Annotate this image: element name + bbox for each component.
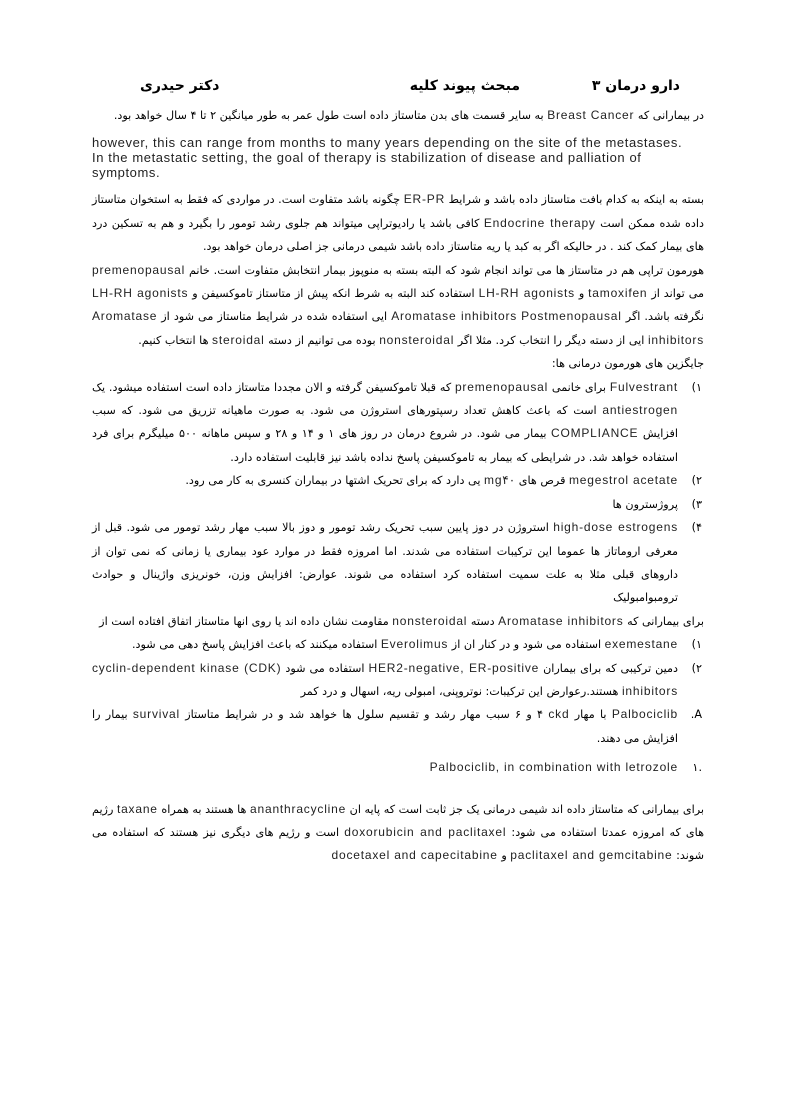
suba-term-2: ckd xyxy=(548,707,570,722)
list-number: ۱) xyxy=(691,638,702,652)
p4-a: برای بیمارانی که xyxy=(627,614,704,628)
alt2-term-0: megestrol acetate xyxy=(569,473,678,488)
alt2-a: قرص های xyxy=(518,474,566,488)
english-quote xyxy=(92,135,704,180)
resistant-list xyxy=(92,633,704,779)
intro-paragraph xyxy=(92,104,704,127)
document-body xyxy=(92,104,704,868)
p3-term-3: LH-RH agonists xyxy=(478,286,575,301)
paragraph-5 xyxy=(92,798,704,868)
list-item xyxy=(92,703,704,750)
list-number: ۲) xyxy=(691,474,702,488)
topic-title: مبحث پیوند کلیه xyxy=(409,78,520,94)
res1-a: استفاده می شود و در کنار ان از xyxy=(451,638,602,652)
res1-term-2: Everolimus xyxy=(380,637,449,652)
english-line-2: In the metastatic setting, the goal of therapy is stabilization of disease and palliation of symptoms. xyxy=(92,150,642,181)
res1-b: استفاده میکنند که باعث افزایش پاسخ دهی می شود. xyxy=(131,638,378,652)
list-item xyxy=(92,516,704,610)
p5-d: است و رژیم های دیگری نیز هستند که استفاده می شوند: xyxy=(92,825,704,863)
intro-text-b: به سایر قسمت های بدن متاستاز داده است طول عمر به طور میانگین ۲ تا ۴ سال خواهد بود. xyxy=(113,109,544,122)
alt2-term-1: mg۴۰ xyxy=(484,473,516,488)
p4-c: مقاومت نشان داده اند یا روی انها متاستاز اتفاق افتاده است از xyxy=(99,614,389,628)
p4-term-2: nonsteroidal xyxy=(392,613,468,628)
p2-b: چگونه باشد متفاوت است. در مواردی که فقط به استخوان متاستاز داده شده ممکن است xyxy=(92,193,704,230)
alt1-term-2: antiestrogen xyxy=(602,403,679,418)
suba-a: با مهار xyxy=(574,708,607,722)
p5-term-3: doxorubicin and paclitaxel xyxy=(344,824,507,839)
p5-term-1: ananthracycline xyxy=(250,801,347,816)
p3-j: ها انتخاب کنیم. xyxy=(138,333,209,347)
p3-a: هورمون تراپی هم در متاستاز ها می تواند انجام شود که البته بسته به منوپوز بیمار انتخابش متفاوت است. xyxy=(213,263,704,277)
p3-term-8: steroidal xyxy=(212,332,265,347)
course-title: دارو درمان ۳ xyxy=(591,78,680,94)
p3-f: نگرفته باشد. اگر xyxy=(625,310,704,324)
p5-c: رژیم های که امروزه عمدتا استفاده می شود: xyxy=(92,802,704,839)
intro-text-a: در بیمارانی که xyxy=(637,109,704,122)
list-item xyxy=(92,493,704,516)
p5-term-4: paclitaxel and gemcitabine xyxy=(510,848,673,863)
list-item xyxy=(92,756,704,779)
list-item xyxy=(92,633,704,656)
paragraph-4 xyxy=(92,610,704,633)
p3-term-9: Aromatase inhibitors xyxy=(391,309,518,324)
suba-b: ۴ و ۶ سبب مهار رشد و تقسیم سلول ها خواهد شد و در شرایط متاستاز xyxy=(185,708,544,722)
alt1-term-3: COMPLIANCE xyxy=(550,426,639,441)
res2-term-2: cyclin-dependent kinase (CDK) inhibitors xyxy=(92,660,678,698)
list-number: ۴) xyxy=(691,521,702,535)
res2-term-1: HER2-negative, ER-positive xyxy=(368,660,540,675)
suba-term-1: Palbociclib xyxy=(611,707,678,722)
p2-term-2: Endocrine therapy xyxy=(483,215,596,230)
list-number: ۲) xyxy=(691,661,702,675)
list-item xyxy=(92,376,704,470)
list-item xyxy=(92,657,704,704)
p5-e: و xyxy=(501,849,507,863)
p4-b: دسته xyxy=(470,614,495,628)
p3-i: بوده می توانیم از دسته xyxy=(268,333,376,347)
list-number: ۳) xyxy=(691,497,702,511)
suba-term-3: survival xyxy=(132,707,180,722)
paragraph-2 xyxy=(92,188,704,258)
res1-term-1: exemestane xyxy=(604,637,678,652)
alt1-a: برای خانمی xyxy=(551,380,607,394)
alternatives-list xyxy=(92,376,704,610)
alt3-a: پروژسترون ها xyxy=(612,497,678,511)
english-line-1: however, this can range from months to many years depending on the site of the metastases. xyxy=(92,135,683,151)
alt2-b: یی دارد که برای تحریک اشتها در بیماران کنسری به کار می رود. xyxy=(185,474,481,488)
alt4-a: استروژن در دوز پایین سبب تحریک رشد تومور و دوز بالا سبب مهار رشد تومور می شود. قبل از معرفی اروماتاز ها عموما این ترکیبات استفاده می شدند. اما امروزه فقط در موارد عود بیماری یا زمانی که نمی توان از داروهای قبلی مثلا به علت سمیت استفاده کرد استفاده می شوند. عوارض: افزایش وزن، خونریزی واژینال و حوادث ترومبوامبولیک xyxy=(92,521,678,605)
intro-term: Breast Cancer xyxy=(547,108,635,122)
p3-d: و xyxy=(578,287,585,301)
res2-a: دمین ترکیبی که برای بیماران xyxy=(543,661,679,675)
alt1-term-0: Fulvestrant xyxy=(609,379,678,394)
spacer xyxy=(92,780,704,798)
alt1-term-1: premenopausal xyxy=(454,379,549,394)
p2-a: بسته به اینکه به کدام بافت متاستاز داده باشد و شرایط xyxy=(448,193,705,207)
p3-g: ایی استفاده شده در شرایط متاستاز می شود از xyxy=(161,310,388,324)
list-item xyxy=(92,469,704,492)
alt1-c: است که باعث کاهش تعداد رسپتورهای استروژن می شود. به صورت ماهیانه تزریق می شود. که سبب افزایش xyxy=(92,404,678,441)
p5-a: برای بیمارانی که متاستاز داده اند شیمی درمانی یک جز ثابت است که پایه ان xyxy=(349,802,704,816)
alt4-term-0: high-dose estrogens xyxy=(553,520,678,535)
doctor-name: دکتر حیدری xyxy=(140,78,220,94)
list-label: A. xyxy=(690,708,702,722)
suba-c: بیمار را افزایش می دهند. xyxy=(92,708,678,745)
res2-c: هستند.رعوارض این ترکیبات: نوتروپنی، امبولی ریه، اسهال و درد کمر xyxy=(300,684,619,698)
alternatives-heading: جایگزین های هورمون درمانی ها: xyxy=(551,357,704,371)
p5-term-2: taxane xyxy=(116,801,158,816)
res2-b: استفاده می شود xyxy=(285,661,365,675)
p3-term-4: LH-RH agonists xyxy=(92,286,189,301)
sub1-text: Palbociclib, in combination with letrozole xyxy=(429,760,678,775)
p2-c: کافی باشد یا رادیوتراپی میتواند هم جلوی رشد تومور را بگیرد و هم به تسکین درد های بیمار کمک کند . در حالیکه اگر به کبد یا ریه متاستاز داده باشد شیمی درمانی جز اصلی درمان خواهد بود. xyxy=(92,216,704,254)
p3-term-2: tamoxifen xyxy=(588,286,648,301)
p2-term-1: ER-PR xyxy=(403,192,446,207)
p3-c: می تواند از xyxy=(651,287,705,301)
p3-h: ایی از دسته دیگر را انتخاب کرد. مثلا اگر xyxy=(457,333,645,347)
alt1-b: که قبلا تاموکسیفن گرفته و الان مجددا متاستاز داده است استفاده میشود. یک xyxy=(92,380,452,394)
p3-b: خانم xyxy=(188,263,210,277)
p3-term-1: premenopausal xyxy=(92,262,186,277)
paragraph-3 xyxy=(92,259,704,353)
alt1-d: بیمار می شود. در شروع درمان در روز های ۱ و ۱۴ و ۲۸ و سپس ماهانه ۵۰۰ میلیگرم برای فرد استفاده خواهد شد. در شرایطی که بیمار به تاموکسیفن پاسخ نداده باشد نیز قابلیت استفاده دارد. xyxy=(92,427,678,464)
p5-b: ها هستند به همراه xyxy=(161,802,247,816)
list-label: .۱ xyxy=(692,761,702,775)
p4-term-1: Aromatase inhibitors xyxy=(498,613,624,628)
p5-term-5: docetaxel and capecitabine xyxy=(331,848,498,863)
p3-term-5: Postmenopausal xyxy=(521,309,622,324)
p3-term-7: nonsteroidal xyxy=(379,332,455,347)
p3-term-6: Aromatase inhibitors xyxy=(92,309,704,347)
p3-e: استفاده کند البته به شرط انکه پیش از متاستاز تاموکسیفن و xyxy=(192,287,475,301)
list-number: ۱) xyxy=(691,380,702,394)
page-header xyxy=(140,78,680,100)
